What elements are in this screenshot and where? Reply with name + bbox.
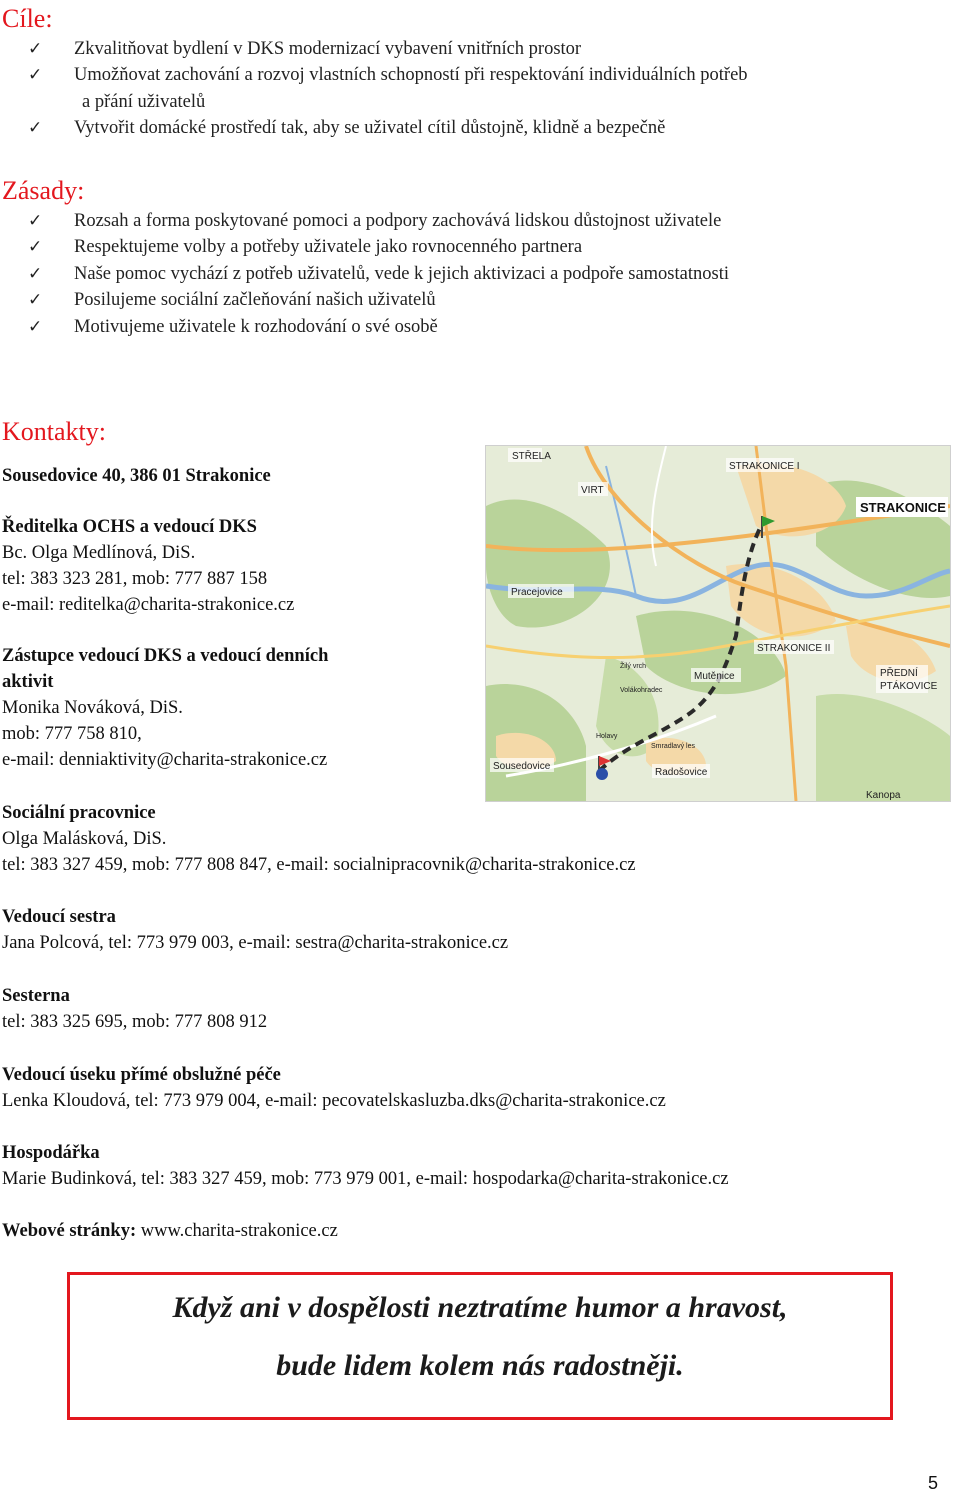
map-label: Smradlavý les [651, 743, 695, 750]
map-label: Holavy [596, 733, 618, 740]
website-label: Webové stránky: [2, 1221, 137, 1241]
checkmark-icon: ✓ [28, 237, 43, 258]
quote-box [67, 1272, 893, 1420]
map-label: STRAKONICE II [757, 643, 831, 654]
social-worker-name: Olga Malásková, DiS. [2, 829, 167, 849]
map-label: Kanopa [866, 790, 901, 801]
quote-line-1: Když ani v dospělosti neztratíme humor a hravost, [172, 1291, 788, 1324]
contacts-left-column [2, 463, 482, 773]
map-label: Volákohradec [620, 687, 663, 694]
care-head-details: Lenka Kloudová, tel: 773 979 004, e-mail: pecovatelskasluzba.dks@charita-strakonice.cz [2, 1091, 666, 1111]
deputy-title: Zástupce vedoucí DKS a vedoucí denních [2, 646, 329, 666]
list-item-continuation: a přání uživatelů [82, 91, 206, 112]
goals-heading: Cíle: [2, 4, 53, 33]
map-label: Pracejovice [511, 587, 563, 598]
checkmark-icon: ✓ [28, 211, 43, 231]
social-worker-block [2, 800, 636, 878]
list-item: ✓ Vytvořit domácké prostředí tak, aby se uživatel cítil důstojně, klidně a bezpečně [0, 115, 748, 141]
website-line [2, 1218, 338, 1244]
checkmark-icon: ✓ [28, 39, 43, 59]
nurse-title: Sesterna [2, 986, 70, 1006]
map-label: VIRT [581, 485, 604, 496]
quote-line-2: bude lidem kolem nás radostněji. [276, 1349, 684, 1382]
location-map [485, 445, 951, 802]
principles-list [0, 208, 729, 340]
checkmark-icon: ✓ [28, 65, 43, 86]
map-label: Radošovice [655, 767, 708, 778]
map-label: PŘEDNÍ [880, 668, 918, 679]
address: Sousedovice 40, 386 01 Strakonice [2, 466, 271, 486]
map-label: STRAKONICE I [729, 461, 800, 472]
checkmark-icon: ✓ [28, 290, 43, 311]
nurse-block [2, 983, 267, 1035]
list-item: ✓ Naše pomoc vychází z potřeb uživatelů, vede k jejich aktivizaci a podpoře samostatnosti [0, 261, 729, 287]
head-nurse-block [2, 904, 508, 956]
map-label: Žilý vrch [620, 663, 647, 670]
map-label: STŘELA [512, 451, 551, 462]
contacts-heading: Kontakty: [2, 417, 106, 446]
deputy-email[interactable]: e-mail: denniaktivity@charita-strakonice.cz [2, 750, 328, 770]
deputy-title-cont: aktivit [2, 672, 54, 692]
director-email[interactable]: e-mail: reditelka@charita-strakonice.cz [2, 595, 295, 615]
deputy-name: Monika Nováková, DiS. [2, 698, 183, 718]
list-item: ✓ Umožňovat zachování a rozvoj vlastních schopností při respektování individuálních potřeb [0, 62, 748, 88]
map-label: Mutěnice [694, 671, 735, 682]
list-item: ✓ Respektujeme volby a potřeby uživatele jako rovnocenného partnera [0, 234, 729, 260]
page-number: 5 [928, 1473, 939, 1493]
checkmark-icon: ✓ [28, 316, 43, 337]
map-graphic [486, 446, 950, 801]
checkmark-icon: ✓ [28, 118, 43, 139]
head-nurse-details: Jana Polcová, tel: 773 979 003, e-mail: sestra@charita-strakonice.cz [2, 933, 509, 953]
website-link[interactable]: www.charita-strakonice.cz [140, 1221, 338, 1241]
list-item: ✓ Posilujeme sociální začleňování našich uživatelů [0, 287, 729, 313]
head-nurse-title: Vedoucí sestra [2, 907, 116, 927]
deputy-phone: mob: 777 758 810, [2, 724, 142, 744]
care-head-block [2, 1062, 666, 1114]
map-label: PTÁKOVICE [880, 681, 938, 692]
principles-heading: Zásady: [2, 176, 85, 205]
checkmark-icon: ✓ [28, 263, 43, 284]
care-head-title: Vedoucí úseku přímé obslužné péče [2, 1065, 281, 1085]
list-item: ✓ Motivujeme uživatele k rozhodování o své osobě [0, 314, 729, 340]
social-worker-details: tel: 383 327 459, mob: 777 808 847, e-mail: socialnipracovnik@charita-strakonice.cz [2, 855, 636, 875]
housekeeper-block [2, 1140, 729, 1192]
list-item: ✓ Zkvalitňovat bydlení v DKS modernizací vybavení vnitřních prostor [0, 36, 748, 62]
housekeeper-details: Marie Budinková, tel: 383 327 459, mob: 773 979 001, e-mail: hospodarka@charita-strakonice.cz [2, 1169, 729, 1189]
map-label: STRAKONICE [860, 500, 946, 515]
nurse-details: tel: 383 325 695, mob: 777 808 912 [2, 1012, 268, 1032]
director-phone: tel: 383 323 281, mob: 777 887 158 [2, 569, 268, 589]
housekeeper-title: Hospodářka [2, 1143, 100, 1163]
social-worker-title: Sociální pracovnice [2, 803, 156, 823]
director-title: Ředitelka OCHS a vedoucí DKS [2, 517, 257, 537]
map-label: Sousedovice [493, 761, 551, 772]
list-item: ✓ Rozsah a forma poskytované pomoci a podpory zachovává lidskou důstojnost uživatele [0, 208, 729, 234]
director-name: Bc. Olga Medlínová, DiS. [2, 543, 196, 563]
goals-list [0, 36, 748, 142]
